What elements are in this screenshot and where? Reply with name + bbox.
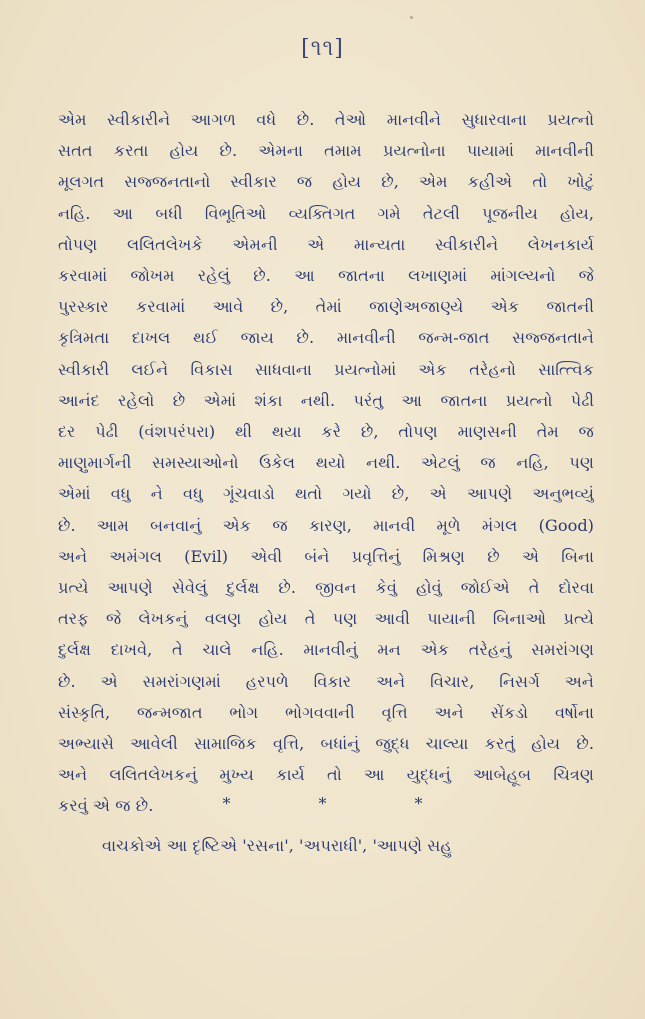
separator-star: * xyxy=(222,794,231,813)
page-number: [૧૧] xyxy=(301,36,344,61)
text-line: તરફ જે લેખકનું વલણ હોય તે પણ આવી પાયાની બિનાઓ પ્રત્યે xyxy=(58,609,594,629)
separator-star: * xyxy=(414,794,423,813)
text-line: દર પેઢી (વંશપરંપરા) થી થયા કરે છે, તોપણ માણસની તેમ જ xyxy=(58,422,594,442)
text-line: અને લલિતલેખકનું મુખ્ય કાર્ય તો આ યુદ્ધનું આબેહૂબ ચિત્રણ xyxy=(58,765,594,785)
text-line: આનંદ રહેલો છે એમાં શંકા નથી. પરંતુ આ જાતના પ્રયત્નો પેઢી xyxy=(58,390,594,410)
text-line: છે. આમ બનવાનું એક જ કારણ, માનવી મૂળે મંગલ (Good) xyxy=(58,515,594,535)
text-line: છે. એ સમરાંગણમાં હરપળે વિકાર અને વિચાર, નિસર્ગ અને xyxy=(58,671,594,691)
text-line: કરવું એ જ છે. xyxy=(58,796,154,816)
text-line: મૂલગત સજ્જનતાનો સ્વીકાર જ હોય છે, એમ કહીએ તો ખોટું xyxy=(58,172,594,192)
text-line: તોપણ લલિતલેખકે એમની એ માન્યતા સ્વીકારીને લેખનકાર્ય xyxy=(58,234,594,254)
text-line: સતત કરતા હોય છે. એમના તમામ પ્રયત્નોના પાયામાં માનવીની xyxy=(58,141,594,161)
body-paragraph xyxy=(58,104,594,822)
continuation-line: વાચકોએ આ દૃષ્ટિએ 'રસના', 'અપરાધી', 'આપણે સહુ xyxy=(102,836,452,855)
text-line: નહિ. આ બધી વિભૂતિઓ વ્યક્તિગત ગમે તેટલી પૂજનીય હોય, xyxy=(58,203,594,223)
separator-star: * xyxy=(318,794,327,813)
text-line: સંસ્કૃતિ, જન્મજાત ભોગ ભોગવવાની વૃત્તિ અને સેંકડો વર્ષોના xyxy=(58,702,594,722)
text-line: અને અમંગલ (Evil) એવી બંને પ્રવૃત્તિનું મિશ્રણ છે એ બિના xyxy=(58,546,594,566)
text-line: દુર્લક્ષ દાખવે, તે ચાલે નહિ. માનવીનું મન એક તરેહનું સમરાંગણ xyxy=(58,640,594,660)
text-line: અભ્યાસે આવેલી સામાજિક વૃત્તિ, બધાંનું જુદ્ધ ચાલ્યા કરતું હોય છે. xyxy=(58,734,594,754)
section-separator xyxy=(0,794,645,813)
paper-speck xyxy=(410,16,413,19)
text-line: પુરસ્કાર કરવામાં આવે છે, તેમાં જાણેઅજાણ્યે એક જાતની xyxy=(58,297,594,317)
text-line: એમાં વધુ ને વધુ ગૂંચવાડો થતો ગયો છે, એ આપણે અનુભવ્યું xyxy=(58,484,594,504)
text-line: કરવામાં જોખમ રહેલું છે. આ જાતના લખાણમાં માંગલ્યનો જે xyxy=(58,266,594,286)
text-line: માણુમાર્ગની સમસ્યાઓનો ઉકેલ થયો નથી. એટલું જ નહિ, પણ xyxy=(58,453,594,473)
text-line: પ્રત્યે આપણે સેવેલું દુર્લક્ષ છે. જીવન કેવું હોવું જોઈએ તે દોરવા xyxy=(58,578,594,598)
text-line: એમ સ્વીકારીને આગળ વધે છે. તેઓ માનવીને સુધારવાના પ્રયત્નો xyxy=(58,110,594,129)
text-line: સ્વીકારી લઈને વિકાસ સાધવાના પ્રયત્નોમાં એક તરેહનો સાત્ત્વિક xyxy=(58,359,594,379)
text-line: કૃત્રિમતા દાખલ થઈ જાય છે. માનવીની જન્મ-જાત સજ્જનતાને xyxy=(58,328,594,348)
